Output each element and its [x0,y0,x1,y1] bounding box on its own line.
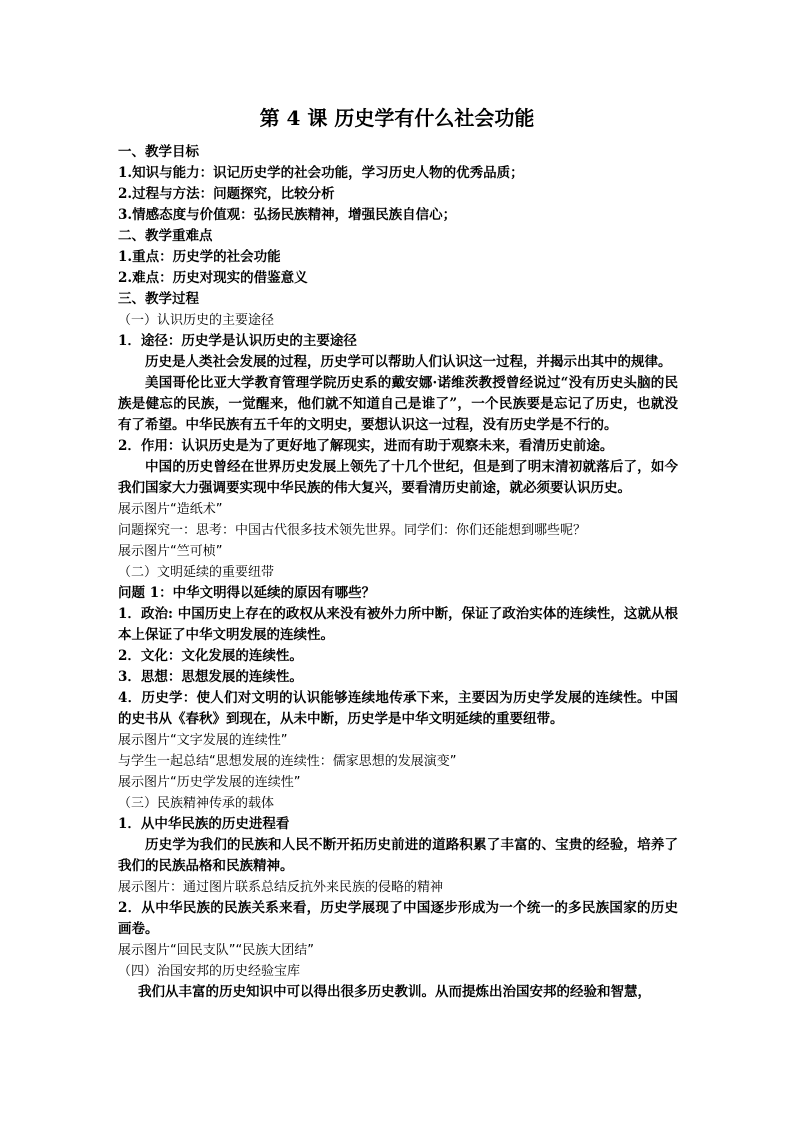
section-heading-key-points: 二、教学重难点 [118,228,213,244]
show-picture-note: 展示图片“竺可桢” [118,544,223,559]
item-historical-process: 1．从中华民族的历史进程看 [118,816,290,832]
show-picture-note: 展示图片“历史学发展的连续性” [118,775,301,790]
paragraph: 中国的历史曾经在世界历史发展上领先了十几个世纪，但是到了明末清初就落后了，如今我们国家大力强调要实现中华民族的伟大复兴，要看清历史前途，就必须要认识历史。 [118,459,678,496]
subsection-heading-2: （二）文明延续的重要纽带 [118,565,275,580]
lesson-title: 第 4 课 历史学有什么社会功能 [259,106,535,130]
item-culture: 2．文化：文化发展的连续性。 [118,648,303,664]
subsection-heading-3: （三）民族精神传承的载体 [118,796,275,811]
paragraph: 1．政治: 中国历史上存在的政权从来没有被外力所中断，保证了政治实体的连续性，这就从根本上保证了中华文明发展的连续性。 [118,606,678,643]
show-picture-note: 展示图片“文字发展的连续性” [118,733,288,748]
section-heading-process: 三、教学过程 [118,291,199,307]
paragraph: 美国哥伦比亚大学教育管理学院历史系的戴安娜·诺维茨教授曾经说过“没有历史头脑的民族是健忘的民族，一觉醒来，他们就不知道自己是谁了”，一个民族要是忘记了历史，也就没有了希望。中华民族有五千年的文明史，要想认识这一过程，没有历史学是不行的。 [118,375,678,433]
objective-knowledge: 1.知识与能力：识记历史学的社会功能，学习历史人物的优秀品质； [118,165,524,181]
item-function: 2．作用：认识历史是为了更好地了解现实，进而有助于观察未来，看清历史前途。 [118,438,614,454]
subsection-heading-4: （四）治国安邦的历史经验宝库 [118,964,301,979]
item-thought: 3．思想：思想发展的连续性。 [118,669,303,685]
section-heading-objectives: 一、教学目标 [118,144,199,160]
summary-note: 与学生一起总结“思想发展的连续性：儒家思想的发展演变” [118,754,457,769]
inquiry-question: 问题探究一：思考：中国古代很多技术领先世界。同学们：你们还能想到哪些呢？ [118,523,587,538]
item-path: 1．途径：历史学是认识历史的主要途径 [118,333,357,349]
subsection-heading-1: （一）认识历史的主要途径 [118,313,275,328]
paragraph: 我们从丰富的历史知识中可以得出很多历史教训。从而提炼出治国安邦的经验和智慧， [138,984,651,1000]
paragraph: 4．历史学：使人们对文明的认识能够连续地传承下来，主要因为历史学发展的连续性。中国的史书从《春秋》到现在，从未中断，历史学是中华文明延续的重要纽带。 [118,690,678,727]
objective-process: 2.过程与方法：问题探究，比较分析 [118,186,335,202]
document-body [118,142,678,1003]
objective-attitude: 3.情感态度与价值观：弘扬民族精神，增强民族自信心； [118,207,457,223]
difficult-point: 2.难点：历史对现实的借鉴意义 [118,270,308,286]
show-picture-note: 展示图片“回民支队”“民族大团结” [118,943,314,958]
question-1: 问题 1：中华文明得以延续的原因有哪些？ [118,585,376,601]
paragraph: 历史是人类社会发展的过程，历史学可以帮助人们认识这一过程，并揭示出其中的规律。 [145,354,672,370]
paragraph: 2．从中华民族的民族关系来看，历史学展现了中国逐步形成为一个统一的多民族国家的历史画卷。 [118,900,678,937]
show-picture-note: 展示图片：通过图片联系总结反抗外来民族的侵略的精神 [118,880,444,895]
key-point: 1.重点：历史学的社会功能 [118,249,281,265]
show-picture-note: 展示图片“造纸术” [118,502,223,517]
paragraph: 历史学为我们的民族和人民不断开拓历史前进的道路积累了丰富的、宝贵的经验，培养了我们的民族品格和民族精神。 [118,837,678,874]
